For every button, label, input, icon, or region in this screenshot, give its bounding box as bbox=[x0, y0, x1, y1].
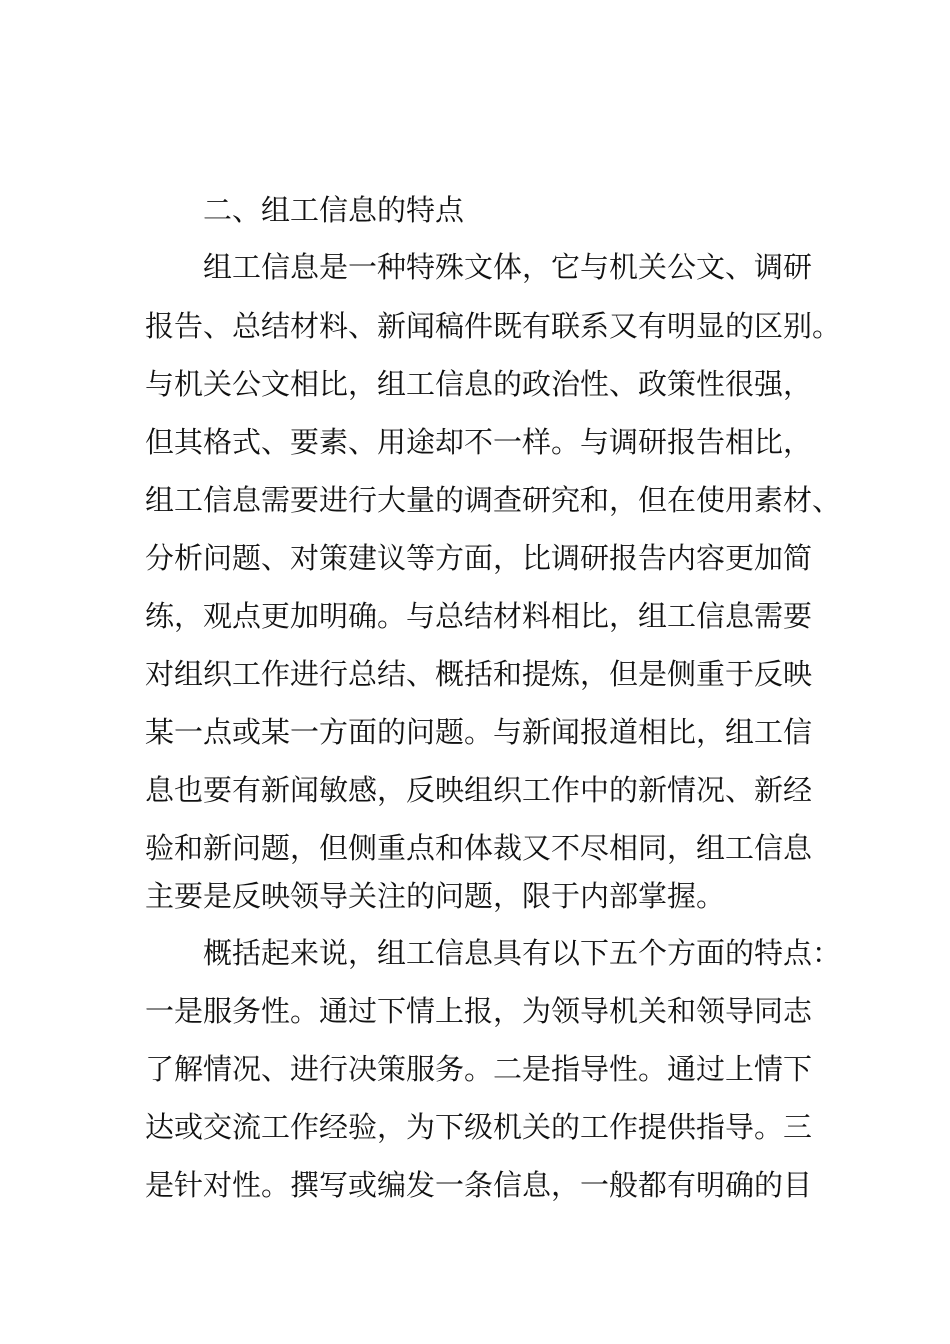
paragraph-line: 但其格式、要素、用途却不一样。与调研报告相比， bbox=[145, 425, 813, 459]
paragraph-line: 分析问题、对策建议等方面，比调研报告内容更加简 bbox=[145, 541, 813, 575]
paragraph-line: 概括起来说，组工信息具有以下五个方面的特点： bbox=[203, 936, 842, 970]
paragraph-line: 一是服务性。通过下情上报，为领导机关和领导同志 bbox=[145, 994, 813, 1028]
paragraph-line: 练，观点更加明确。与总结材料相比，组工信息需要 bbox=[145, 599, 813, 633]
paragraph-line: 报告、总结材料、新闻稿件既有联系又有明显的区别。 bbox=[145, 309, 842, 343]
paragraph-line: 是针对性。撰写或编发一条信息，一般都有明确的目 bbox=[145, 1168, 813, 1202]
section-heading: 二、组工信息的特点 bbox=[203, 193, 465, 227]
paragraph-line: 主要是反映领导关注的问题，限于内部掌握。 bbox=[145, 879, 726, 913]
paragraph-line: 达或交流工作经验，为下级机关的工作提供指导。三 bbox=[145, 1110, 813, 1144]
paragraph-line: 对组织工作进行总结、概括和提炼，但是侧重于反映 bbox=[145, 657, 813, 691]
paragraph-line: 组工信息是一种特殊文体，它与机关公文、调研 bbox=[203, 250, 813, 284]
paragraph-line: 了解情况、进行决策服务。二是指导性。通过上情下 bbox=[145, 1052, 813, 1086]
paragraph-line: 息也要有新闻敏感，反映组织工作中的新情况、新经 bbox=[145, 773, 813, 807]
paragraph-line: 验和新问题，但侧重点和体裁又不尽相同，组工信息 bbox=[145, 831, 813, 865]
paragraph-line: 组工信息需要进行大量的调查研究和，但在使用素材、 bbox=[145, 483, 842, 517]
paragraph-line: 与机关公文相比，组工信息的政治性、政策性很强， bbox=[145, 367, 813, 401]
paragraph-line: 某一点或某一方面的问题。与新闻报道相比，组工信 bbox=[145, 715, 813, 749]
